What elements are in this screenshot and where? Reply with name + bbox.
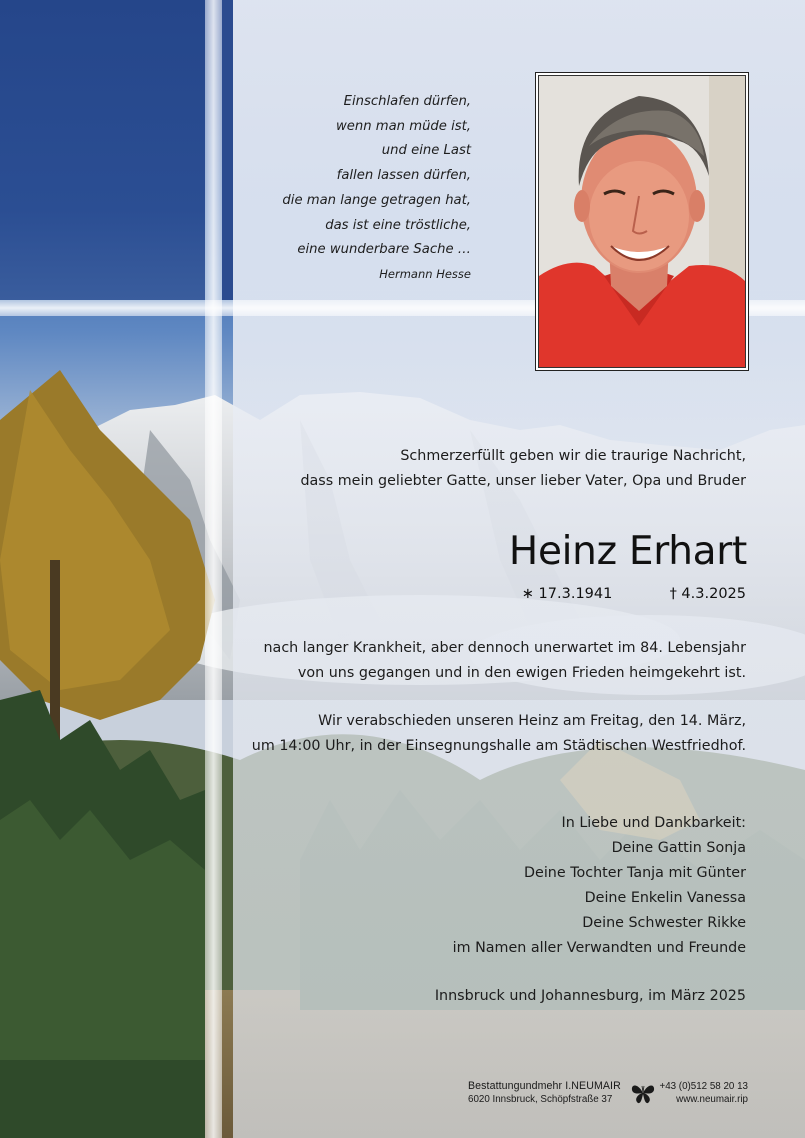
mourner-line: In Liebe und Dankbarkeit: bbox=[561, 815, 746, 831]
birth-date: 17.3.1941 bbox=[538, 586, 613, 602]
portrait-illustration bbox=[539, 76, 745, 367]
intro-text bbox=[300, 444, 746, 494]
mourner-line: Deine Schwester Rikke bbox=[582, 915, 746, 931]
mourner-line: Deine Enkelin Vanessa bbox=[584, 890, 746, 906]
funeral-home-name: Bestattungundmehr I.NEUMAIR bbox=[468, 1080, 621, 1092]
death-symbol: † bbox=[669, 586, 677, 602]
death-notice-text bbox=[264, 636, 747, 686]
mourner-line: im Namen aller Verwandten und Freunde bbox=[452, 940, 746, 956]
funeral-details bbox=[252, 709, 746, 759]
place-and-date: Innsbruck und Johannesburg, im März 2025 bbox=[434, 988, 746, 1004]
poem-line: und eine Last bbox=[381, 143, 471, 159]
mourner-line: Deine Gattin Sonja bbox=[611, 840, 746, 856]
poem bbox=[211, 90, 471, 285]
funeral-home-website[interactable]: www.neumair.rip bbox=[676, 1094, 748, 1105]
poem-line: fallen lassen dürfen, bbox=[336, 168, 471, 184]
portrait-image bbox=[538, 75, 746, 368]
poem-author: Hermann Hesse bbox=[379, 266, 471, 281]
funeral-line: um 14:00 Uhr, in der Einsegnungshalle am Städtischen Westfriedhof. bbox=[251, 738, 746, 754]
poem-line: das ist eine tröstliche, bbox=[325, 217, 471, 233]
poem-line: eine wunderbare Sache … bbox=[297, 242, 471, 258]
funeral-home-info bbox=[468, 1080, 621, 1106]
life-dates bbox=[522, 586, 746, 602]
funeral-line: Wir verabschieden unseren Heinz am Freitag, den 14. März, bbox=[318, 713, 746, 729]
intro-line: dass mein geliebter Gatte, unser lieber Vater, Opa und Bruder bbox=[300, 473, 746, 489]
poem-line: die man lange getragen hat, bbox=[282, 192, 471, 208]
funeral-home-phone[interactable]: +43 (0)512 58 20 13 bbox=[659, 1081, 748, 1092]
funeral-home-contact bbox=[659, 1080, 748, 1106]
mourner-line: Deine Tochter Tanja mit Günter bbox=[524, 865, 746, 881]
birth-symbol: ∗ bbox=[521, 586, 534, 602]
intro-line: Schmerzerfüllt geben wir die traurige Nachricht, bbox=[400, 448, 746, 464]
notice-line: nach langer Krankheit, aber dennoch unerwartet im 84. Lebensjahr bbox=[263, 640, 746, 656]
butterfly-icon bbox=[630, 1081, 656, 1105]
funeral-home-address: 6020 Innsbruck, Schöpfstraße 37 bbox=[468, 1094, 613, 1105]
portrait-photo bbox=[535, 72, 749, 371]
funeral-home-footer bbox=[468, 1080, 748, 1110]
notice-line: von uns gegangen und in den ewigen Frieden heimgekehrt ist. bbox=[297, 665, 746, 681]
blue-panel bbox=[0, 0, 205, 300]
deceased-name: Heinz Erhart bbox=[508, 529, 747, 574]
poem-line: Einschlafen dürfen, bbox=[343, 94, 471, 109]
mourners-list bbox=[453, 811, 746, 961]
poem-line: wenn man müde ist, bbox=[335, 118, 471, 134]
death-date: 4.3.2025 bbox=[681, 586, 746, 602]
